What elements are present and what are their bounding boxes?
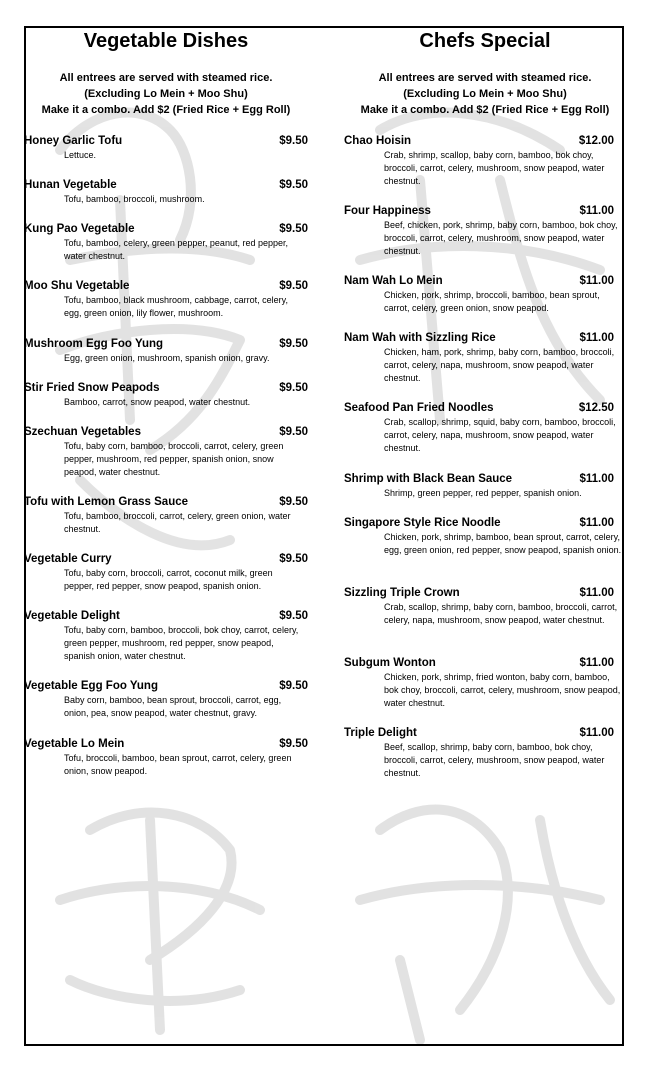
item-price: $9.50 [279, 496, 308, 508]
item-price: $11.00 [579, 473, 614, 485]
item-price: $9.50 [279, 338, 308, 350]
item-description: Tofu, bamboo, broccoli, carrot, celery, green onion, water chestnut. [64, 511, 291, 534]
note-line: (Excluding Lo Mein + Moo Shu) [84, 88, 248, 100]
item-name: Nam Wah with Sizzling Rice [344, 332, 496, 344]
item-price: $12.00 [578, 135, 614, 147]
menu-item [344, 274, 614, 315]
item-description: Shrimp, green pepper, red pepper, spanish onion. [384, 488, 582, 498]
item-name: Shrimp with Black Bean Sauce [344, 473, 513, 485]
section-notes [344, 70, 626, 118]
item-description: Crab, scallop, shrimp, squid, baby corn, bamboo, broccoli, carrot, celery, napa, mushroom, snow peapod, water chestnut. [384, 417, 616, 453]
item-description: Tofu, bamboo, broccoli, mushroom. [64, 194, 205, 204]
item-name: Subgum Wonton [344, 657, 436, 669]
item-description: Tofu, broccoli, bamboo, bean sprout, carrot, celery, green onion, snow peapod. [64, 753, 292, 776]
menu-item [24, 425, 308, 479]
item-price: $11.00 [579, 587, 614, 599]
section-notes [24, 70, 308, 118]
menu-item [24, 495, 308, 536]
menu-item [24, 737, 308, 778]
item-name: Vegetable Egg Foo Yung [24, 680, 158, 692]
item-name: Stir Fried Snow Peapods [24, 382, 160, 394]
item-description: Tofu, baby corn, bamboo, broccoli, carrot, celery, green pepper, mushroom, red pepper, spanish onion, snow peapod, water chestnut. [64, 441, 284, 477]
section-title-chefs-special: Chefs Special [419, 30, 551, 52]
menu-item [24, 609, 308, 663]
item-description: Tofu, bamboo, celery, green pepper, peanut, red pepper, water chestnut. [64, 238, 288, 261]
item-name: Vegetable Delight [24, 610, 120, 622]
item-name: Honey Garlic Tofu [24, 135, 123, 147]
item-name: Vegetable Lo Mein [24, 738, 125, 750]
menu-item [344, 401, 614, 455]
menu-item [24, 337, 308, 365]
item-description: Chicken, ham, pork, shrimp, baby corn, bamboo, broccoli, carrot, celery, napa, mushroom, snow peapod, water chestnut. [384, 347, 615, 383]
item-name: Mushroom Egg Foo Yung [24, 338, 164, 350]
menu-item [24, 134, 308, 162]
item-description: Lettuce. [64, 150, 97, 160]
menu-item [344, 726, 614, 780]
menu-item [24, 222, 308, 263]
item-price: $12.50 [578, 402, 614, 414]
item-price: $9.50 [279, 738, 308, 750]
note-line: Make it a combo. Add $2 (Fried Rice + Egg Roll) [360, 104, 610, 116]
item-price: $9.50 [279, 553, 308, 565]
item-name: Four Happiness [344, 205, 431, 217]
menu-item [24, 178, 308, 206]
item-name: Vegetable Curry [24, 553, 112, 565]
item-price: $9.50 [279, 382, 308, 394]
item-description: Crab, scallop, shrimp, baby corn, bamboo, broccoli, carrot, celery, napa, mushroom, snow peapod, water chestnut. [384, 602, 618, 625]
item-description: Beef, chicken, pork, shrimp, baby corn, bamboo, bok choy, broccoli, carrot, celery, mushroom, snow peapod, water chestnut. [384, 220, 618, 256]
note-line: Make it a combo. Add $2 (Fried Rice + Egg Roll) [41, 104, 291, 116]
item-price: $9.50 [279, 280, 308, 292]
item-name: Nam Wah Lo Mein [344, 275, 443, 287]
item-name: Hunan Vegetable [24, 179, 117, 191]
menu-item [24, 279, 308, 320]
item-name: Sizzling Triple Crown [344, 587, 460, 599]
item-description: Chicken, pork, shrimp, fried wonton, baby corn, bamboo, bok choy, broccoli, carrot, celery, mushroom, snow peapod, water chestnut. [384, 672, 621, 708]
item-name: Szechuan Vegetables [24, 426, 141, 438]
item-description: Chicken, pork, shrimp, broccoli, bamboo, bean sprout, carrot, celery, green onion, snow peapod. [384, 290, 600, 313]
item-description: Bamboo, carrot, snow peapod, water chestnut. [64, 397, 251, 407]
item-price: $9.50 [279, 223, 308, 235]
menu-item [344, 656, 621, 710]
item-price: $11.00 [579, 727, 614, 739]
item-price: $11.00 [579, 205, 614, 217]
item-description: Beef, scallop, shrimp, baby corn, bamboo, bok choy, broccoli, carrot, celery, mushroom, snow peapod, water chestnut. [384, 742, 605, 778]
item-price: $11.00 [579, 657, 614, 669]
note-line: All entrees are served with steamed rice. [378, 72, 592, 84]
item-price: $11.00 [579, 275, 614, 287]
item-description: Baby corn, bamboo, bean sprout, broccoli, carrot, egg, onion, pea, snow peapod, water chestnut, gravy. [64, 695, 282, 718]
menu-item [24, 552, 308, 593]
menu-item [344, 204, 618, 258]
item-name: Singapore Style Rice Noodle [344, 517, 501, 529]
menu-item [24, 679, 308, 720]
note-line: (Excluding Lo Mein + Moo Shu) [403, 88, 567, 100]
item-price: $11.00 [579, 517, 614, 529]
item-name: Moo Shu Vegetable [24, 280, 130, 292]
item-description: Egg, green onion, mushroom, spanish onion, gravy. [64, 353, 270, 363]
menu-item [344, 331, 614, 385]
note-line: All entrees are served with steamed rice. [59, 72, 273, 84]
item-price: $9.50 [279, 179, 308, 191]
item-name: Tofu with Lemon Grass Sauce [24, 496, 189, 508]
menu-item [344, 516, 622, 557]
item-name: Kung Pao Vegetable [24, 223, 135, 235]
item-price: $9.50 [279, 680, 308, 692]
item-description: Tofu, bamboo, black mushroom, cabbage, carrot, celery, egg, green onion, lily flower, mushroom. [64, 295, 288, 318]
item-description: Crab, shrimp, scallop, baby corn, bamboo, bok choy, broccoli, carrot, celery, mushroom, snow peapod, water chestnut. [384, 150, 605, 186]
item-name: Triple Delight [344, 727, 417, 739]
menu-item [24, 381, 308, 409]
item-name: Seafood Pan Fried Noodles [344, 402, 494, 414]
item-price: $9.50 [279, 610, 308, 622]
menu-item [344, 472, 614, 500]
item-description: Tofu, baby corn, broccoli, carrot, coconut milk, green pepper, red pepper, snow peapod, spanish onion. [64, 568, 273, 591]
item-description: Tofu, baby corn, bamboo, broccoli, bok choy, carrot, celery, green pepper, mushroom, red pepper, snow peapod, spanish onion, water chestnut. [64, 625, 299, 661]
menu-item [344, 134, 614, 188]
item-price: $9.50 [279, 135, 308, 147]
item-price: $9.50 [279, 426, 308, 438]
item-name: Chao Hoisin [344, 135, 412, 147]
section-title-vegetable-dishes: Vegetable Dishes [83, 30, 249, 52]
item-description: Chicken, pork, shrimp, bamboo, bean sprout, carrot, celery, egg, green onion, red pepper, snow peapod, spanish onion. [384, 532, 622, 555]
menu-item [344, 586, 618, 627]
item-price: $11.00 [579, 332, 614, 344]
